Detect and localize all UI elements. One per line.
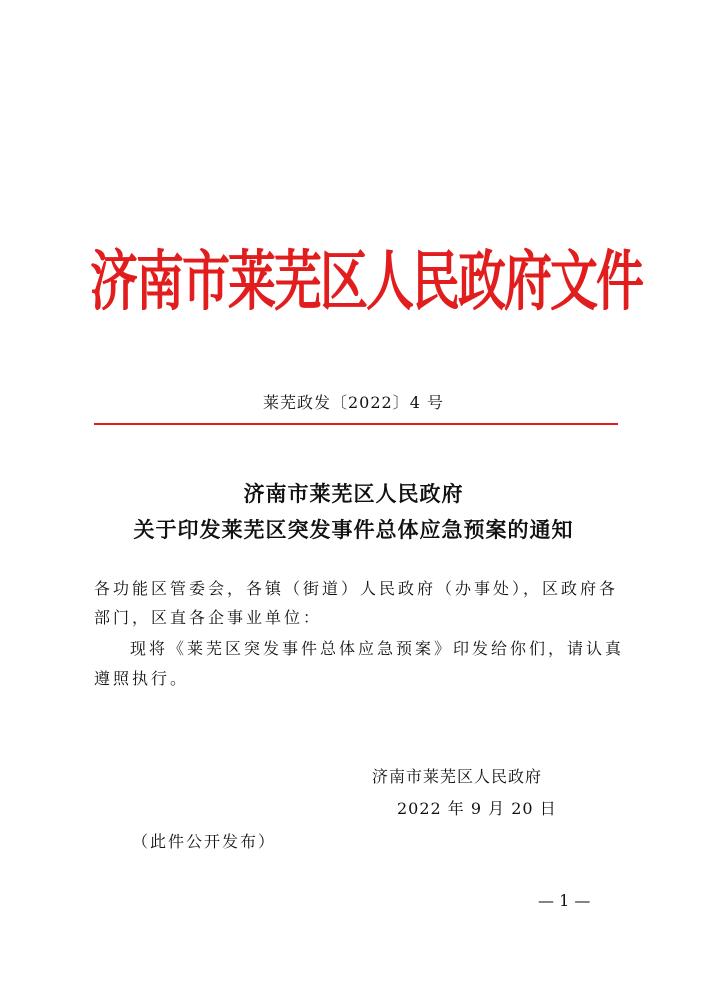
document-number: 莱芜政发〔2022〕4 号 [263,393,444,412]
signature-organization: 济南市莱芜区人民政府 [372,767,543,786]
document-title-line-1: 济南市莱芜区人民政府 [243,481,464,506]
body-paragraph-line-1: 现将《莱芜区突发事件总体应急预案》印发给你们，请认真 [130,639,625,658]
signature-date: 2022 年 9 月 20 日 [397,799,557,818]
body-addressee-line-2: 部门，区直各企事业单位： [94,608,323,627]
document-title-line-2: 关于印发莱芜区突发事件总体应急预案的通知 [133,517,574,542]
red-divider-line [94,423,618,425]
page-number: — 1 — [538,891,591,910]
public-release-note: （此件公开发布） [132,832,277,851]
red-header-title: 济南市莱芜区人民政府文件 [90,244,643,320]
body-paragraph-line-2: 遵照执行。 [94,669,190,688]
body-addressee-line-1: 各功能区管委会，各镇（街道）人民政府（办事处），区政府各 [94,579,619,598]
